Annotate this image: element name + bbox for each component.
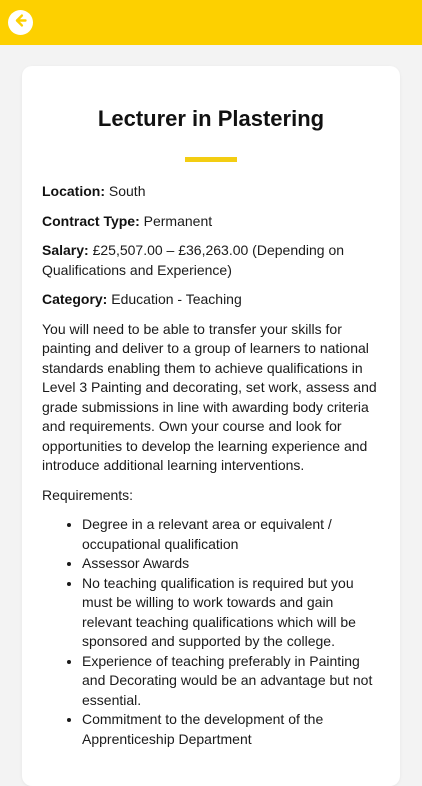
list-item: • Assessor Awards: [82, 554, 380, 574]
location-value: South: [108, 183, 146, 199]
job-details: [42, 182, 380, 749]
location-label: Location:: [42, 183, 105, 199]
contract-type-value: Permanent: [143, 212, 213, 229]
job-card: [22, 66, 400, 786]
salary-value: £25,507.00 – £36,263.00 (Depending on Qualifications and Experience): [42, 242, 345, 278]
category-row: [42, 290, 380, 310]
location-row: [42, 182, 380, 202]
job-description: You will need to be able to transfer your skills for painting and deliver to a group of learners to national standards enabling them to achieve qualifications in Level 3 Painting and decorating, set work, assess and grade submissions in line with awarding body criteria and requirements. Own your course and look for opportunities to develop the learning experience and introduce additional learning interventions.: [42, 320, 377, 473]
category-label: Category:: [42, 291, 108, 307]
list-item: • Experience of teaching preferably in Painting and Decorating would be an advantage but not essential.: [82, 652, 380, 711]
title-underline: [185, 157, 237, 162]
top-bar: [0, 0, 422, 45]
list-item: • No teaching qualification is required but you must be willing to work towards and gain relevant teaching qualifications which will be sponsored and supported by the college.: [82, 574, 380, 652]
contract-type-row: [42, 212, 380, 232]
salary-row: [42, 241, 380, 280]
salary-label: Salary:: [42, 242, 89, 258]
contract-type-label: Contract Type:: [42, 212, 140, 229]
back-arrow-icon: [12, 12, 29, 34]
list-item: • Commitment to the development of the Apprenticeship Department: [82, 710, 380, 749]
requirements-list: [42, 515, 380, 749]
list-item: • Degree in a relevant area or equivalent / occupational qualification: [82, 515, 380, 554]
requirements-heading: Requirements:: [42, 486, 134, 503]
category-value: Education - Teaching: [111, 291, 242, 307]
back-button[interactable]: [8, 10, 33, 35]
job-title: Lecturer in Plastering: [97, 106, 325, 131]
